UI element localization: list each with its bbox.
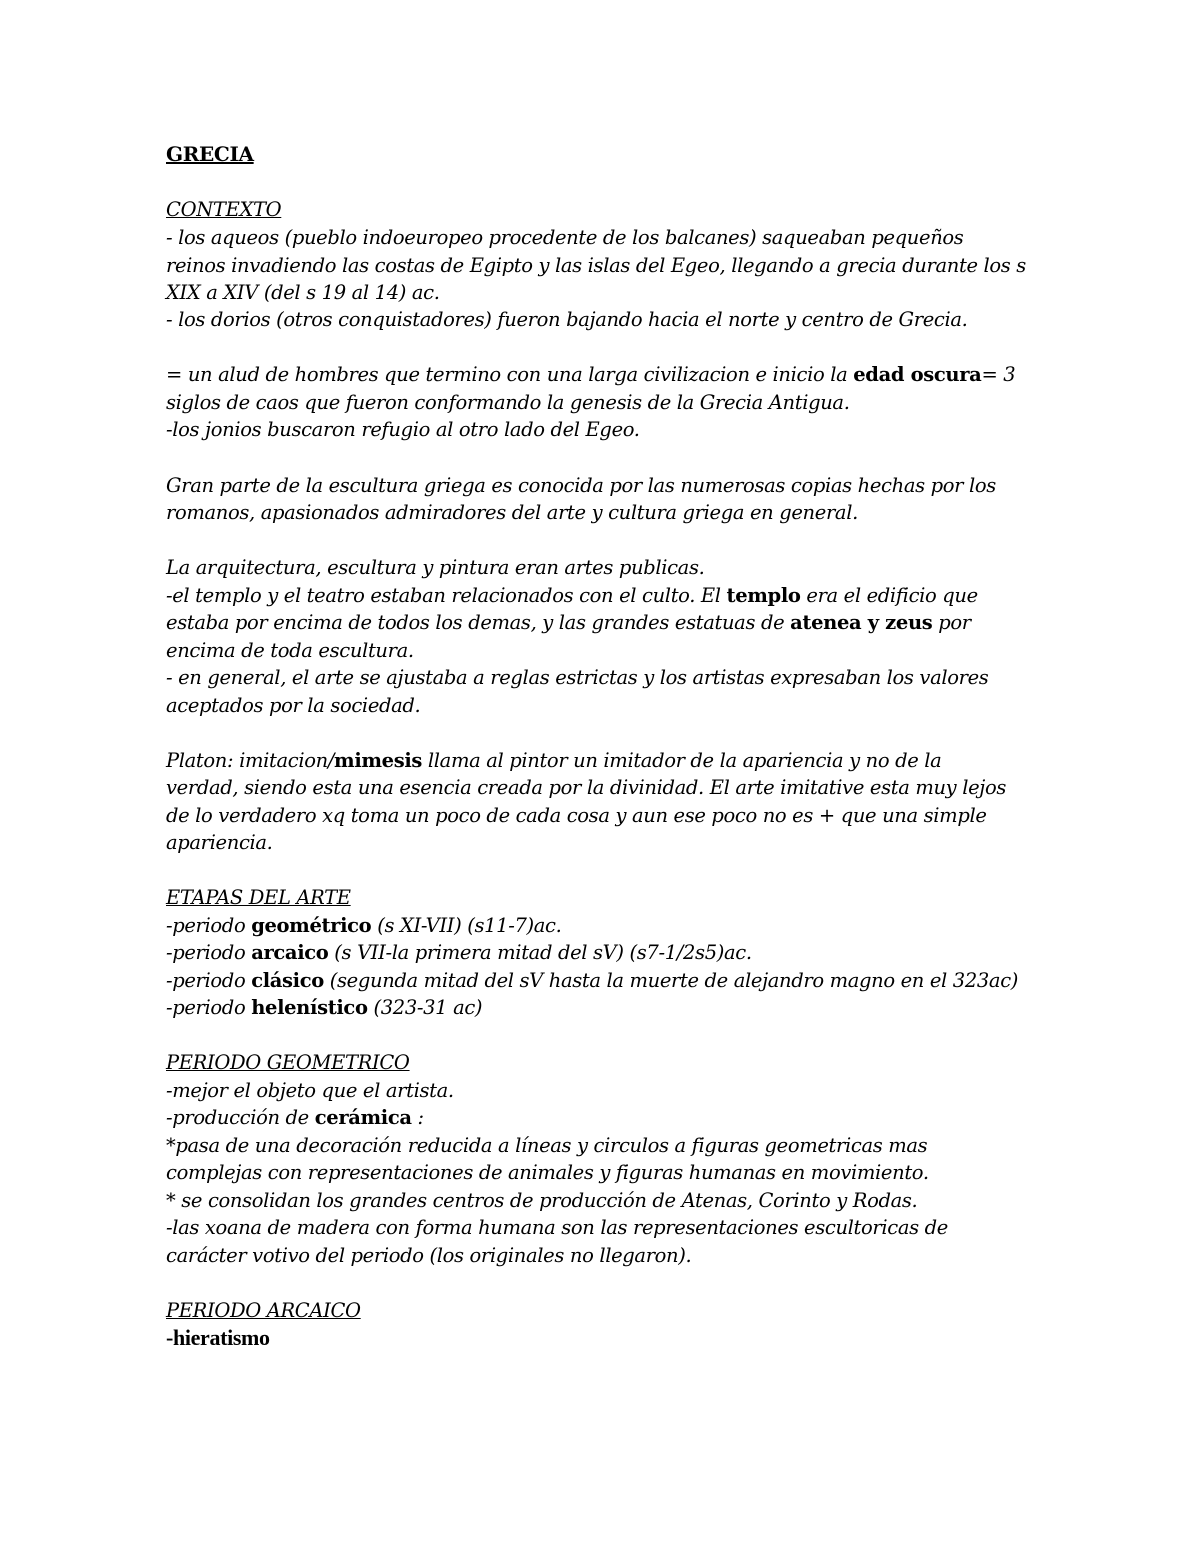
bold-term-helenistico: helenístico xyxy=(251,996,368,1019)
list-item xyxy=(166,967,1018,995)
text-line-hieratismo: -hieratismo xyxy=(166,1325,270,1350)
text-run: -periodo xyxy=(166,941,252,964)
text-run: (s VII-la primera mitad del sV) (s7-1/2s5)ac. xyxy=(328,941,752,964)
bold-term-arcaico: arcaico xyxy=(251,941,329,964)
list-item xyxy=(166,912,561,940)
bold-term-templo: templo xyxy=(726,584,801,607)
text-run: (s XI-VII) (s11-7)ac. xyxy=(371,914,562,937)
text-run: -periodo xyxy=(166,969,252,992)
text-line xyxy=(166,1104,424,1132)
text-run: Platon: imitacion/ xyxy=(166,749,335,772)
text-run: -el templo y el teatro estaban relacionados con el culto. El xyxy=(166,584,727,607)
bold-term-geometrico: geométrico xyxy=(251,914,372,937)
text-line: reinos invadiendo las costas de Egipto y las islas del Egeo, llegando a grecia durante los s xyxy=(166,254,1026,277)
text-line: aceptados por la sociedad. xyxy=(166,694,421,717)
text-line: * se consolidan los grandes centros de producción de Atenas, Corinto y Rodas. xyxy=(166,1189,918,1212)
text-line: de lo verdadero xq toma un poco de cada cosa y aun ese poco no es + que una simple xyxy=(166,804,987,827)
text-run: llama al pintor un imitador de la apariencia y no de la xyxy=(422,749,942,772)
bold-term-atenea-zeus: atenea y zeus xyxy=(790,611,933,634)
text-line: verdad, siendo esta una esencia creada por la divinidad. El arte imitative esta muy lejos xyxy=(166,776,1007,799)
text-line: - los dorios (otros conquistadores) fueron bajando hacia el norte y centro de Grecia. xyxy=(166,308,968,331)
bold-term-edad-oscura: edad oscura xyxy=(853,363,982,386)
text-line: XIX a XIV (del s 19 al 14) ac. xyxy=(166,281,440,304)
text-line: complejas con representaciones de animales y figuras humanas en movimiento. xyxy=(166,1161,929,1184)
text-run: : xyxy=(411,1106,424,1129)
text-line: - en general, el arte se ajustaba a reglas estrictas y los artistas expresaban los valores xyxy=(166,666,989,689)
bold-term-mimesis: mimesis xyxy=(334,749,423,772)
text-line: apariencia. xyxy=(166,831,273,854)
text-line: encima de toda escultura. xyxy=(166,639,414,662)
text-line: siglos de caos que fueron conformando la genesis de la Grecia Antigua. xyxy=(166,391,850,414)
text-line xyxy=(166,747,941,775)
text-line: -mejor el objeto que el artista. xyxy=(166,1079,454,1102)
text-run: por xyxy=(932,611,971,634)
bold-term-clasico: clásico xyxy=(251,969,324,992)
text-line: Gran parte de la escultura griega es conocida por las numerosas copias hechas por los xyxy=(166,474,996,497)
section-heading-arcaico: PERIODO ARCAICO xyxy=(166,1299,361,1322)
text-run: (323-31 ac) xyxy=(367,996,483,1019)
text-line: La arquitectura, escultura y pintura eran artes publicas. xyxy=(166,556,705,579)
text-line: - los aqueos (pueblo indoeuropeo procedente de los balcanes) saqueaban pequeños xyxy=(166,226,964,249)
text-line: -las xoana de madera con forma humana son las representaciones escultoricas de xyxy=(166,1216,948,1239)
document-title: GRECIA xyxy=(166,142,254,166)
text-run: -producción de xyxy=(166,1106,315,1129)
text-run: estaba por encima de todos los demas, y las grandes estatuas de xyxy=(166,611,791,634)
section-heading-contexto: CONTEXTO xyxy=(166,198,282,221)
text-line: *pasa de una decoración reducida a líneas y circulos a figuras geometricas mas xyxy=(166,1134,928,1157)
text-line: -los jonios buscaron refugio al otro lado del Egeo. xyxy=(166,418,640,441)
text-line: romanos, apasionados admiradores del arte y cultura griega en general. xyxy=(166,501,858,524)
text-line: carácter votivo del periodo (los originales no llegaron). xyxy=(166,1244,692,1267)
list-item xyxy=(166,939,752,967)
text-line xyxy=(166,361,1015,389)
text-run: = 3 xyxy=(981,363,1016,386)
text-run: = un alud de hombres que termino con una larga civilizacion e inicio la xyxy=(166,363,854,386)
list-item xyxy=(166,994,482,1022)
text-line xyxy=(166,609,971,637)
text-run: (segunda mitad del sV hasta la muerte de alejandro magno en el 323ac) xyxy=(323,969,1019,992)
text-run: -periodo xyxy=(166,914,252,937)
section-heading-etapas: ETAPAS DEL ARTE xyxy=(166,886,351,909)
text-run: era el edificio que xyxy=(800,584,978,607)
bold-term-ceramica: cerámica xyxy=(314,1106,412,1129)
section-heading-geometrico: PERIODO GEOMETRICO xyxy=(166,1051,410,1074)
text-line xyxy=(166,582,978,610)
text-run: -periodo xyxy=(166,996,252,1019)
